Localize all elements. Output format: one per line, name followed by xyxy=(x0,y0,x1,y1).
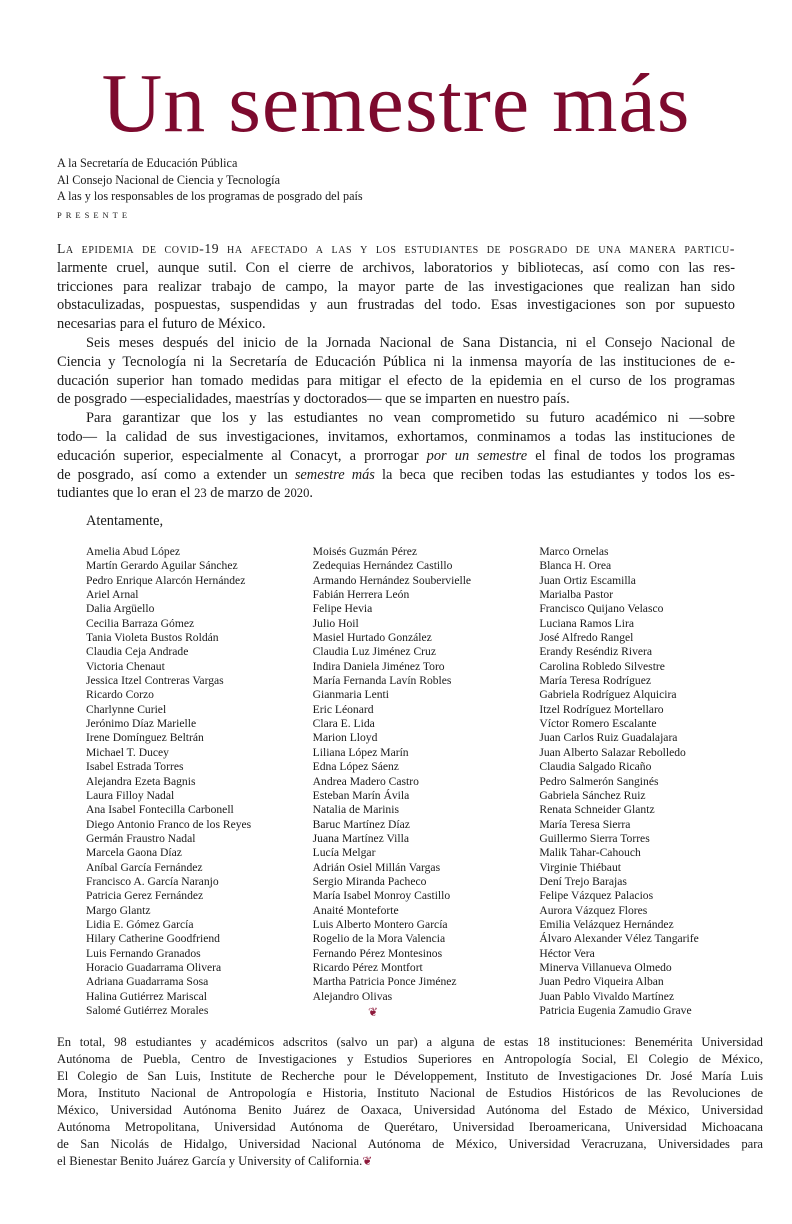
signatory-name: Álvaro Alexander Vélez Tangarife xyxy=(539,932,699,946)
signatory-name: Jerónimo Díaz Marielle xyxy=(86,717,197,731)
addressee-line: A las y los responsables de los programas de posgrado del país xyxy=(57,189,363,204)
signatory-name: Virginie Thiébaut xyxy=(539,860,621,874)
signatory-name: Francisco A. García Naranjo xyxy=(86,874,219,888)
signatory-name: Horacio Guadarrama Olivera xyxy=(86,960,222,974)
signatory-name: Isabel Estrada Torres xyxy=(86,760,184,774)
signatory-name: Michael T. Ducey xyxy=(86,745,169,759)
signatory-name: Pedro Enrique Alarcón Hernández xyxy=(86,573,246,587)
smallcaps-lead: La epidemia de covid-19 ha afectado a las y los estudiantes de posgrado de una manera particu- xyxy=(57,241,735,256)
paragraph-3-line: Para garantizar que los y las estudiantes no vean comprometido su futuro académico ni —sobre xyxy=(86,410,735,427)
signatory-name: Gabriela Sánchez Ruiz xyxy=(539,788,646,802)
footer-line: El Colegio de San Luis, Institute de Recherche pour le Développement, Instituto de Investigaciones Dr. José María Luis xyxy=(57,1069,763,1083)
signatory-name: Claudia Luz Jiménez Cruz xyxy=(312,645,436,659)
signatory-name: Guillermo Sierra Torres xyxy=(539,831,650,845)
signatory-name: Lucía Melgar xyxy=(312,846,376,860)
paragraph-3-line xyxy=(57,484,735,503)
text-segment: de marzo de xyxy=(206,485,285,502)
signatory-name: Esteban Marín Ávila xyxy=(312,788,410,802)
signatory-name: Moisés Guzmán Pérez xyxy=(312,545,417,558)
signatory-name: Indira Daniela Jiménez Toro xyxy=(312,659,445,673)
signatory-name: Charlynne Curiel xyxy=(86,702,167,716)
signatory-name: Francisco Quijano Velasco xyxy=(539,602,664,616)
signatory-name: Armando Hernández Soubervielle xyxy=(312,573,472,587)
signatory-name: Aníbal García Fernández xyxy=(86,860,203,874)
signatory-name: Patricia Gerez Fernández xyxy=(86,889,204,903)
signatory-name: Dení Trejo Barajas xyxy=(539,874,627,888)
signatory-name: Eric Léonard xyxy=(312,702,374,716)
text-segment: . xyxy=(309,485,313,502)
signatory-name: Fabián Herrera León xyxy=(312,588,410,602)
signatory-name: Minerva Villanueva Olmedo xyxy=(539,960,672,974)
signatory-name: Margo Glantz xyxy=(86,903,151,917)
paragraph-1-line: larmente cruel, aunque sutil. Con el cierre de archivos, laboratorios y bibliotecas, así como con las res- xyxy=(57,259,735,276)
text-segment: estudiantes y académicos adscritos (salvo un par) a alguna de estas xyxy=(126,1035,538,1049)
signatory-name: Martha Patricia Ponce Jiménez xyxy=(312,975,457,989)
signatory-name: Germán Fraustro Nadal xyxy=(86,831,196,845)
paragraph-2-line: Ciencia y Tecnología ni la Secretaría de Educación Pública ni la inmensa mayoría de las instituciones de e- xyxy=(57,353,735,370)
signatory-name: Lidia E. Gómez García xyxy=(86,917,194,931)
footer-line: de San Nicolás de Hidalgo, Universidad Nacional Autónoma de México, Universidad Veracruzana, Universidades para xyxy=(57,1137,763,1151)
signatory-name: Cecilia Barraza Gómez xyxy=(86,616,195,630)
signatory-name: Hilary Catherine Goodfriend xyxy=(86,932,220,946)
letter-body xyxy=(57,240,735,503)
footer-line xyxy=(57,1034,763,1051)
footer-line xyxy=(57,1153,763,1170)
addressee-line: Al Consejo Nacional de Ciencia y Tecnología xyxy=(57,172,280,187)
footer-line: Mora, Instituto Nacional de Antropología e Historia, Instituto Nacional de Estudios Históricos de las Revoluciones de xyxy=(57,1086,763,1100)
text-segment: de posgrado, así como a extender un xyxy=(57,466,295,483)
signatory-name: Blanca H. Orea xyxy=(539,559,612,573)
signatory-name: Diego Antonio Franco de los Reyes xyxy=(86,817,252,831)
signatory-name: Malik Tahar-Cahouch xyxy=(539,846,641,860)
signatory-name: Halina Gutiérrez Mariscal xyxy=(86,989,208,1003)
signatory-name: Felipe Vázquez Palacios xyxy=(539,889,654,903)
paragraph-1-line xyxy=(57,240,735,259)
text-segment: el Bienestar Benito Juárez García y University of California. xyxy=(57,1154,363,1168)
paragraph-2-line: ducación superior han tomado medidas para mitigar el efecto de la epidemia en el curso de los programas xyxy=(57,372,735,389)
paragraph-3-line xyxy=(57,466,735,485)
signatory-name: Liliana López Marín xyxy=(312,745,409,759)
footer-line: Autónoma de Puebla, Centro de Investigaciones y Estudios Superiores en Antropología Social, El Colegio de México, xyxy=(57,1052,763,1066)
signatory-name: Erandy Reséndiz Rivera xyxy=(539,645,653,659)
signatory-name: Victoria Chenaut xyxy=(86,659,165,673)
signatory-name: Luciana Ramos Lira xyxy=(539,616,634,630)
signatory-name: Ana Isabel Fontecilla Carbonell xyxy=(86,803,234,817)
signatory-name: Alejandro Olivas xyxy=(312,989,393,1003)
signatory-name: Marion Lloyd xyxy=(312,731,378,745)
signatory-name: María Teresa Sierra xyxy=(539,817,631,831)
signatory-name: Juan Alberto Salazar Rebolledo xyxy=(539,745,686,759)
text-segment: la beca que reciben todas las estudiantes y todos los es- xyxy=(374,466,735,483)
signatory-name: Clara E. Lida xyxy=(312,717,375,731)
signatory-name: Gabriela Rodríguez Alquicira xyxy=(539,688,677,702)
signatory-name: Carolina Robledo Silvestre xyxy=(539,659,665,673)
signatory-name: Itzel Rodríguez Mortellaro xyxy=(539,702,664,716)
text-segment: En total, xyxy=(57,1035,115,1049)
footer-note xyxy=(57,1034,763,1170)
signatory-name: Zedequias Hernández Castillo xyxy=(312,559,453,573)
signatory-name: Laura Filloy Nadal xyxy=(86,788,175,802)
paragraph-1-line: necesarias para el futuro de México. xyxy=(57,316,266,333)
fleuron-end-icon: ❦ xyxy=(362,1154,373,1168)
date-year: 2020 xyxy=(284,486,310,501)
signatures-column-3 xyxy=(539,545,766,1018)
text-segment: instituciones: Benemérita Universidad xyxy=(549,1035,763,1049)
signatory-name: Luis Alberto Montero García xyxy=(312,917,448,931)
signatory-name: Alejandra Ezeta Bagnis xyxy=(86,774,196,788)
signatory-name: Luis Fernando Granados xyxy=(86,946,201,960)
signatory-name: Aurora Vázquez Flores xyxy=(539,903,648,917)
signatory-name: Juana Martínez Villa xyxy=(312,831,409,845)
signatory-name: Martín Gerardo Aguilar Sánchez xyxy=(86,559,238,573)
signatory-name: Ricardo Pérez Montfort xyxy=(312,960,423,974)
paragraph-1-line: tricciones para realizar trabajo de campo, la mayor parte de las investigaciones que realizan han sido xyxy=(57,278,735,295)
text-segment: educación superior, especialmente al Conacyt, a prorrogar xyxy=(57,447,427,464)
signatory-name: Marco Ornelas xyxy=(539,545,609,558)
signatory-name: Adriana Guadarrama Sosa xyxy=(86,975,209,989)
paragraph-2-line: Seis meses después del inicio de la Jornada Nacional de Sana Distancia, ni el Consejo Nacional de xyxy=(86,334,735,351)
closing-salutation: Atentamente, xyxy=(86,513,164,529)
signatory-name: Gianmaria Lenti xyxy=(312,688,389,702)
signatory-name: Ricardo Corzo xyxy=(86,688,154,702)
footer-line: Autónoma Metropolitana, Universidad Autónoma de Querétaro, Universidad Iberoamericana, Universidad Michoacana xyxy=(57,1120,763,1134)
count-institutions: 18 xyxy=(537,1035,550,1049)
signatory-name: Emilia Velázquez Hernández xyxy=(539,917,674,931)
signatures-column-1 xyxy=(86,545,313,1018)
emphasis-por-un-semestre: por un semestre xyxy=(426,447,528,464)
signatory-name: Andrea Madero Castro xyxy=(312,774,419,788)
signatory-name: Dalia Argüello xyxy=(86,602,155,616)
signatory-name: José Alfredo Rangel xyxy=(539,631,634,645)
signatory-name: Natalia de Marinis xyxy=(312,803,399,817)
fleuron-ornament-icon: ❦ xyxy=(368,1005,379,1019)
signatory-name: Juan Pedro Viqueira Alban xyxy=(539,975,664,989)
paragraph-3-line: todo— la calidad de sus investigaciones, invitamos, exhortamos, conminamos a todas las instituciones de xyxy=(57,428,735,445)
signatory-name: Fernando Pérez Montesinos xyxy=(312,946,443,960)
paragraph-2-line: de posgrado —especialidades, maestrías y doctorados— que se imparten en nuestro país. xyxy=(57,391,570,408)
signatory-name: Edna López Sáenz xyxy=(312,760,399,774)
presente-label: PRESENTE xyxy=(57,209,132,220)
signatory-name: Ariel Arnal xyxy=(86,588,139,602)
signatory-name: Baruc Martínez Díaz xyxy=(312,817,410,831)
signatory-name: Juan Ortiz Escamilla xyxy=(539,573,636,587)
signatory-name: Víctor Romero Escalante xyxy=(539,717,657,731)
signatory-name: Felipe Hevia xyxy=(312,602,373,616)
signatory-name: Sergio Miranda Pacheco xyxy=(312,874,427,888)
signatory-name: María Teresa Rodríguez xyxy=(539,674,651,688)
signatory-name: Jessica Itzel Contreras Vargas xyxy=(86,674,224,688)
signatory-name: Amelia Abud López xyxy=(86,545,181,558)
signatory-name: María Isabel Monroy Castillo xyxy=(312,889,451,903)
signatory-name: Juan Carlos Ruiz Guadalajara xyxy=(539,731,678,745)
footer-line: México, Universidad Autónoma Benito Juárez de Oaxaca, Universidad Autónoma del Estado de México, Universidad xyxy=(57,1103,763,1117)
addressee-line: A la Secretaría de Educación Pública xyxy=(57,156,238,170)
signatory-name: Claudia Ceja Andrade xyxy=(86,645,189,659)
signatory-name: Masiel Hurtado González xyxy=(312,631,432,645)
signatory-name: Julio Hoil xyxy=(312,616,359,630)
signatory-name: Irene Domínguez Beltrán xyxy=(86,731,204,745)
date-day: 23 xyxy=(194,486,207,501)
paragraph-1-line: obstaculizadas, pospuestas, suspendidas y aun frustradas del todo. Esas investigaciones son por supuesto xyxy=(57,297,735,314)
text-segment: tudiantes que lo eran el xyxy=(57,485,195,502)
signatory-name: María Fernanda Lavín Robles xyxy=(312,674,452,688)
addressee-block xyxy=(57,155,363,223)
signatory-name: Juan Pablo Vivaldo Martínez xyxy=(539,989,674,1003)
signatory-name: Renata Schneider Glantz xyxy=(539,803,655,817)
signatures-list xyxy=(86,545,766,1018)
signatory-name: Rogelio de la Mora Valencia xyxy=(312,932,446,946)
signatory-name: Héctor Vera xyxy=(539,946,595,960)
signatory-name: Patricia Eugenia Zamudio Grave xyxy=(539,1004,692,1017)
signatures-column-2 xyxy=(313,545,540,1018)
signatory-name: Tania Violeta Bustos Roldán xyxy=(86,631,219,645)
signatory-name: Claudia Salgado Ricaño xyxy=(539,760,652,774)
text-segment: el final de todos los programas xyxy=(527,447,735,464)
signatory-name: Salomé Gutiérrez Morales xyxy=(86,1004,209,1017)
signatory-name: Pedro Salmerón Sanginés xyxy=(539,774,659,788)
signatory-name: Marcela Gaona Díaz xyxy=(86,846,182,860)
count-people: 98 xyxy=(114,1035,127,1049)
signatory-name: Marialba Pastor xyxy=(539,588,614,602)
document-title: Un semestre más xyxy=(101,57,691,150)
emphasis-semestre-mas: semestre más xyxy=(294,466,375,483)
signatory-name: Anaité Monteforte xyxy=(312,903,399,917)
signatory-name: Adrián Osiel Millán Vargas xyxy=(312,860,441,874)
paragraph-3-line xyxy=(57,447,735,466)
